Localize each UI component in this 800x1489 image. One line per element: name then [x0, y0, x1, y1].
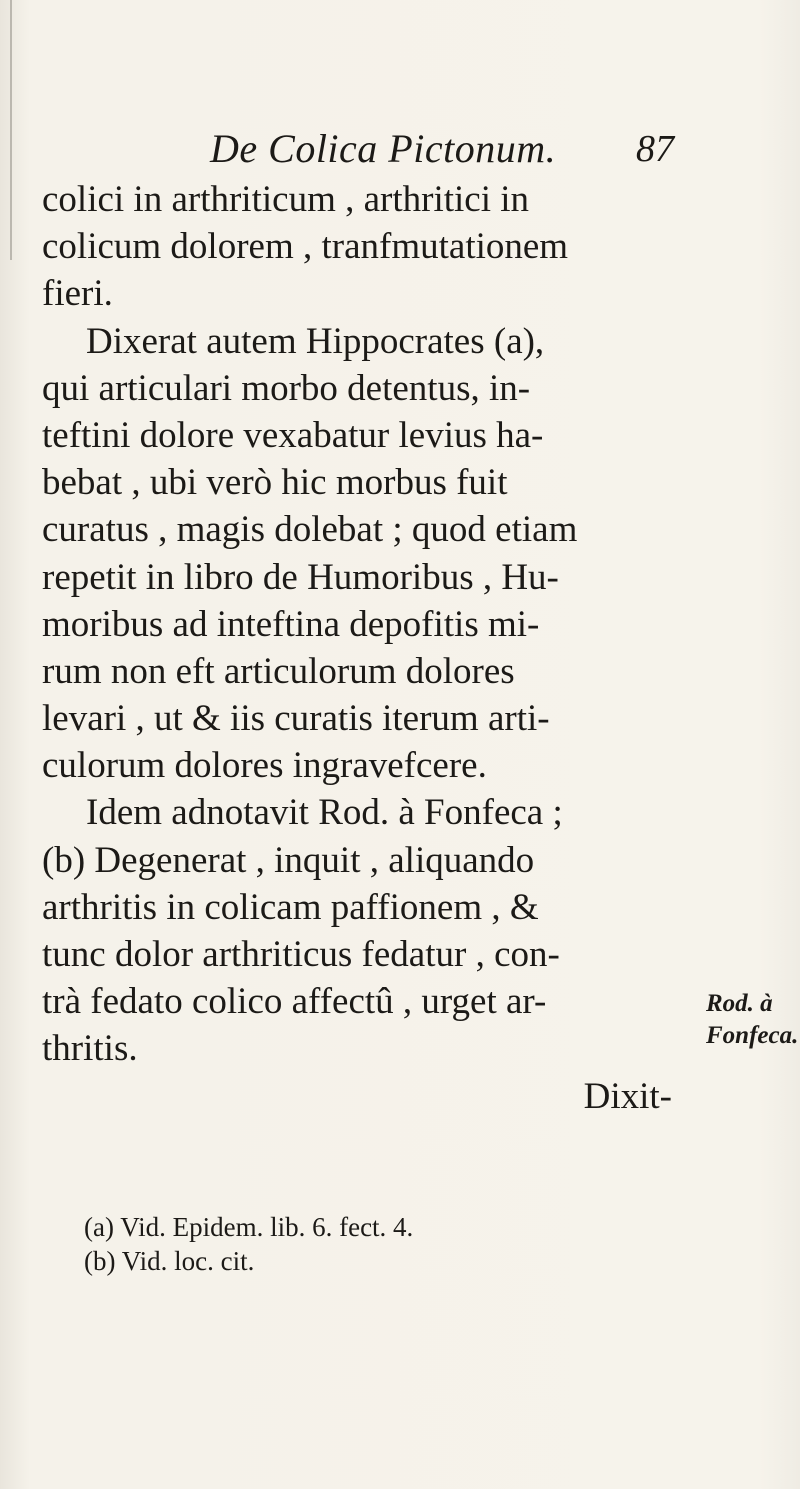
- text-line: teftini dolore vexabatur levius ha-: [42, 414, 544, 456]
- text-line: bebat , ubi verò hic morbus fuit: [42, 462, 508, 504]
- text-line: trà fedato colico affectû , urget ar-: [42, 981, 547, 1023]
- catchword: Dixit-: [583, 1075, 672, 1117]
- footnote-a: (a) Vid. Epidem. lib. 6. fect. 4.: [84, 1212, 414, 1242]
- text-line: Idem adnotavit Rod. à Fonfeca ;: [86, 792, 563, 834]
- page-number: 87: [636, 128, 674, 170]
- footnote-b: (b) Vid. loc. cit.: [84, 1246, 255, 1276]
- text-line: colicum dolorem , tranfmutationem: [42, 226, 569, 268]
- text-line: arthritis in colicam paffionem , &: [42, 886, 539, 928]
- text-line: repetit in libro de Humoribus , Hu-: [42, 556, 559, 598]
- text-line: (b) Degenerat , inquit , aliquando: [42, 839, 535, 881]
- text-line: curatus , magis dolebat ; quod etiam: [42, 509, 578, 551]
- text-line: tunc dolor arthriticus fedatur , con-: [42, 934, 560, 975]
- text-line: culorum dolores ingravefcere.: [42, 745, 487, 787]
- text-line: Dixerat autem Hippocrates (a),: [86, 320, 545, 362]
- text-line: moribus ad inteftina depofitis mi-: [42, 603, 540, 645]
- text-line: levari , ut & iis curatis iterum arti-: [42, 698, 550, 740]
- text-line: rum non eft articulorum dolores: [42, 650, 515, 692]
- text-line: thritis.: [42, 1028, 138, 1070]
- marginal-note: [706, 988, 800, 1052]
- gutter-shadow: [10, 0, 12, 260]
- footnotes: [84, 1210, 684, 1278]
- text-line: colici in arthriticum , arthritici in: [42, 179, 530, 220]
- running-head: De Colica Pictonum.: [210, 126, 557, 171]
- text-line: fieri.: [42, 273, 113, 315]
- marginal-note-line: Rod. à: [706, 990, 773, 1017]
- body-text: [42, 176, 682, 1120]
- text-line: qui articulari morbo detentus, in-: [42, 367, 531, 409]
- marginal-note-line: Fonfeca.: [706, 1022, 799, 1049]
